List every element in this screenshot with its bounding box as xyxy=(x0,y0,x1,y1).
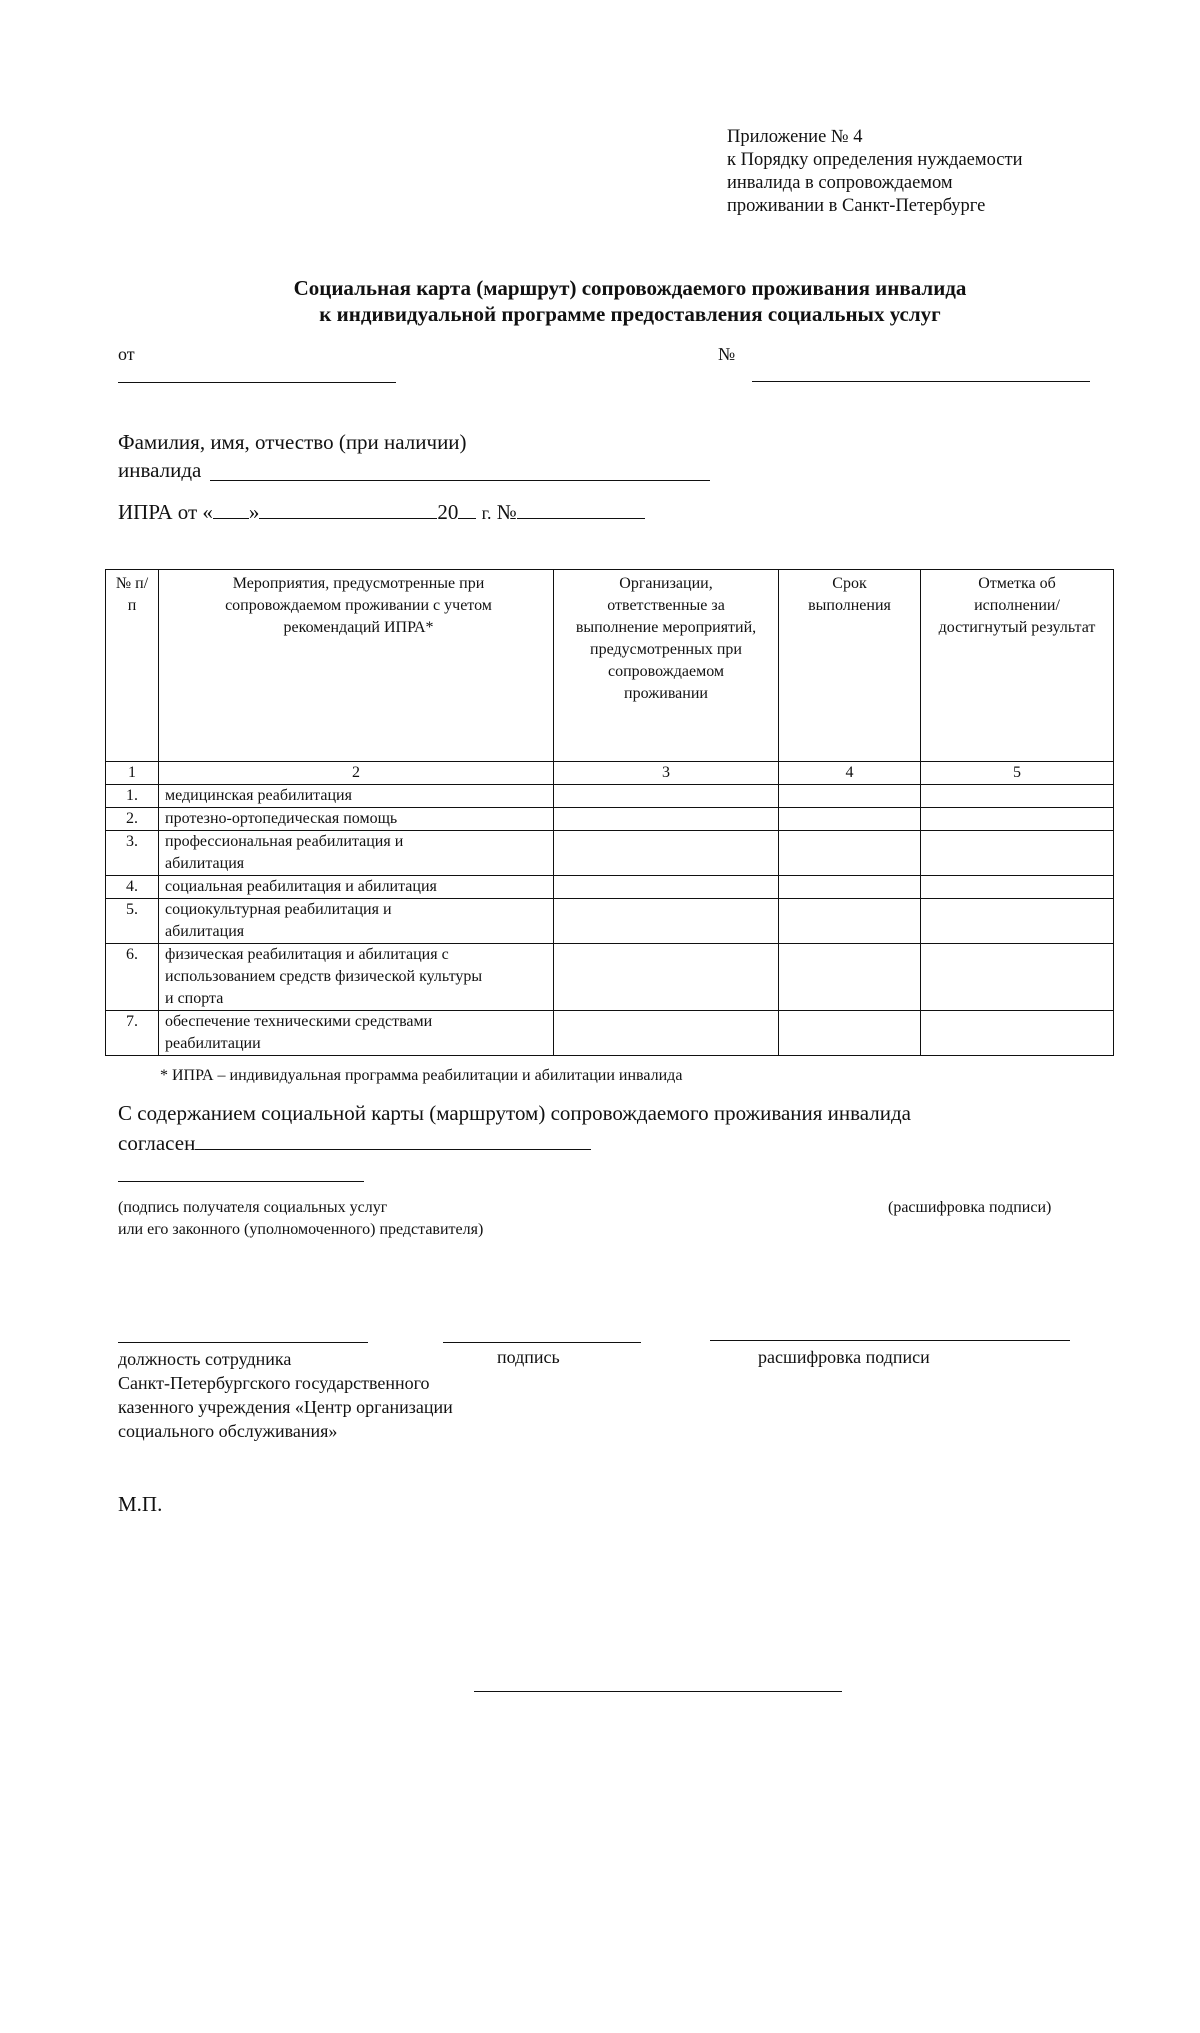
row-activity: обеспечение техническими средствами реабилитации xyxy=(159,1011,554,1056)
from-date-line[interactable] xyxy=(118,382,396,383)
table-row xyxy=(106,831,1114,876)
recipient-signature-line[interactable] xyxy=(118,1181,364,1182)
table-row xyxy=(106,785,1114,808)
table-row xyxy=(106,944,1114,1011)
row-deadline-cell[interactable] xyxy=(779,831,921,876)
staff-position-text: Санкт-Петербургского государственного xyxy=(118,1373,430,1393)
ipra-day-line[interactable] xyxy=(213,500,249,519)
row-result-cell[interactable] xyxy=(921,808,1114,831)
ipra-line xyxy=(118,500,645,525)
row-deadline-cell[interactable] xyxy=(779,808,921,831)
row-number: 7. xyxy=(106,1011,159,1056)
staff-position-line[interactable] xyxy=(118,1342,368,1343)
appendix-block xyxy=(727,126,1023,218)
row-organization-cell[interactable] xyxy=(554,899,779,944)
ipra-year-line[interactable] xyxy=(458,500,476,519)
title-line: Социальная карта (маршрут) сопровождаемого проживания инвалида xyxy=(293,276,967,300)
row-deadline-cell[interactable] xyxy=(779,899,921,944)
column-number: 4 xyxy=(779,762,921,785)
table-row xyxy=(106,1011,1114,1056)
fio-line[interactable] xyxy=(210,480,710,481)
table-header-row xyxy=(106,570,1114,762)
ipra-number-line[interactable] xyxy=(517,500,645,519)
staff-position-text: социального обслуживания» xyxy=(118,1421,338,1441)
ipra-prefix: ИПРА от « xyxy=(118,500,213,524)
invalid-label: инвалида xyxy=(118,458,202,482)
row-number: 3. xyxy=(106,831,159,876)
appendix-line: инвалида в сопровождаемом xyxy=(727,173,953,193)
row-result-cell[interactable] xyxy=(921,785,1114,808)
row-deadline-cell[interactable] xyxy=(779,785,921,808)
column-number: 1 xyxy=(106,762,159,785)
recipient-caption-line: (подпись получателя социальных услуг xyxy=(118,1199,388,1216)
ipra-year: 20 xyxy=(437,500,459,524)
stamp-place: М.П. xyxy=(118,1492,163,1516)
ipra-number-label: № xyxy=(496,500,517,524)
row-number: 1. xyxy=(106,785,159,808)
header-cell: № п/п xyxy=(106,570,159,762)
row-deadline-cell[interactable] xyxy=(779,944,921,1011)
row-organization-cell[interactable] xyxy=(554,831,779,876)
fio-label: Фамилия, имя, отчество (при наличии) xyxy=(118,430,467,454)
staff-decoding-caption: расшифровка подписи xyxy=(758,1347,930,1367)
activities-table xyxy=(105,569,1114,1056)
appendix-line: Приложение № 4 xyxy=(727,127,863,147)
row-organization-cell[interactable] xyxy=(554,944,779,1011)
ipra-year-suffix: г. xyxy=(481,503,492,523)
row-activity: протезно-ортопедическая помощь xyxy=(159,808,554,831)
table-row xyxy=(106,808,1114,831)
header-cell: Отметка об исполнении/ достигнутый результат xyxy=(921,570,1114,762)
card-number-line[interactable] xyxy=(752,381,1090,382)
appendix-line: проживании в Санкт-Петербурге xyxy=(727,196,986,216)
staff-position-text: должность сотрудника xyxy=(118,1349,292,1369)
recipient-caption-line: или его законного (уполномоченного) представителя) xyxy=(118,1221,484,1238)
row-result-cell[interactable] xyxy=(921,1011,1114,1056)
row-deadline-cell[interactable] xyxy=(779,1011,921,1056)
row-organization-cell[interactable] xyxy=(554,785,779,808)
ipra-month-line[interactable] xyxy=(259,500,437,519)
header-cell: Мероприятия, предусмотренные при сопровождаемом проживании с учетом рекомендаций ИПРА* xyxy=(159,570,554,762)
row-activity: физическая реабилитация и абилитация с использованием средств физической культуры и спорта xyxy=(159,944,554,1011)
row-result-cell[interactable] xyxy=(921,944,1114,1011)
recipient-decoding-caption: (расшифровка подписи) xyxy=(888,1199,1052,1216)
row-result-cell[interactable] xyxy=(921,899,1114,944)
row-activity: медицинская реабилитация xyxy=(159,785,554,808)
row-activity: профессиональная реабилитация и абилитация xyxy=(159,831,554,876)
column-number-row xyxy=(106,762,1114,785)
staff-decoding-line[interactable] xyxy=(710,1340,1070,1341)
row-organization-cell[interactable] xyxy=(554,808,779,831)
consent-signature-line[interactable] xyxy=(195,1129,591,1150)
row-number: 6. xyxy=(106,944,159,1011)
number-label: № xyxy=(718,344,736,364)
header-cell: Организации, ответственные за выполнение мероприятий, предусмотренных при сопровождаемом проживании xyxy=(554,570,779,762)
recipient-signature-caption xyxy=(118,1197,483,1241)
staff-position-text: казенного учреждения «Центр организации xyxy=(118,1397,453,1417)
row-organization-cell[interactable] xyxy=(554,876,779,899)
consent-block xyxy=(118,1098,911,1158)
column-number: 5 xyxy=(921,762,1114,785)
document-title xyxy=(150,275,1110,327)
column-number: 2 xyxy=(159,762,554,785)
table-footnote: * ИПРА – индивидуальная программа реабилитации и абилитации инвалида xyxy=(160,1067,683,1084)
ipra-quote-close: » xyxy=(248,500,260,524)
consent-agree-label: согласен xyxy=(118,1131,196,1155)
row-result-cell[interactable] xyxy=(921,831,1114,876)
row-number: 5. xyxy=(106,899,159,944)
end-divider xyxy=(474,1691,842,1692)
from-label: от xyxy=(118,344,135,364)
staff-signature-caption: подпись xyxy=(497,1347,560,1367)
row-organization-cell[interactable] xyxy=(554,1011,779,1056)
appendix-line: к Порядку определения нуждаемости xyxy=(727,150,1023,170)
row-number: 4. xyxy=(106,876,159,899)
row-activity: социальная реабилитация и абилитация xyxy=(159,876,554,899)
table-row xyxy=(106,876,1114,899)
header-cell: Срок выполнения xyxy=(779,570,921,762)
row-activity: социокультурная реабилитация и абилитация xyxy=(159,899,554,944)
row-result-cell[interactable] xyxy=(921,876,1114,899)
title-line: к индивидуальной программе предоставления социальных услуг xyxy=(319,302,941,326)
row-deadline-cell[interactable] xyxy=(779,876,921,899)
staff-signature-line[interactable] xyxy=(443,1342,641,1343)
staff-position-caption xyxy=(118,1347,453,1443)
consent-line: С содержанием социальной карты (маршрутом) сопровождаемого проживания инвалида xyxy=(118,1101,912,1125)
row-number: 2. xyxy=(106,808,159,831)
consent-line xyxy=(118,1128,911,1158)
column-number: 3 xyxy=(554,762,779,785)
table-row xyxy=(106,899,1114,944)
